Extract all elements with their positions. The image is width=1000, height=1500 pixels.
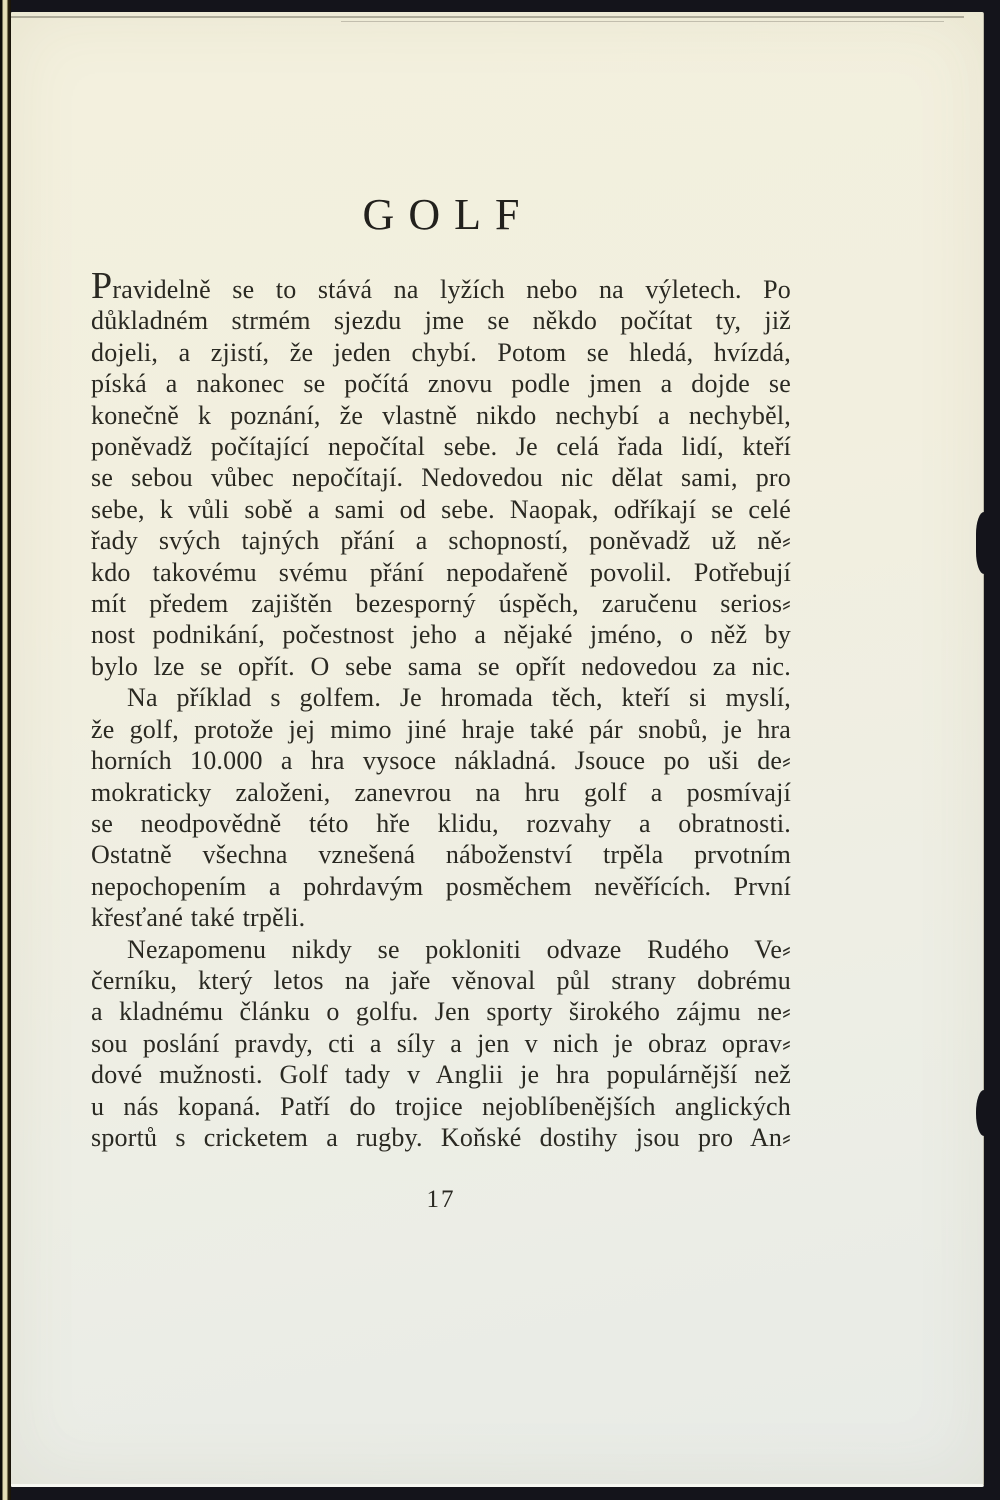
text-line: Ostatně všechna vznešená náboženství trpěla prvotním [91, 840, 791, 870]
text-line: dojeli, a zjistí, že jeden chybí. Potom se hledá, hvízdá, [91, 337, 791, 367]
page-number: 17 [426, 1186, 456, 1214]
text-line: řady svých tajných přání a schopností, poněvadž už ně⸗ [91, 526, 791, 556]
text-line: Nezapomenu nikdy se pokloniti odvaze Rudého Ve⸗ [127, 934, 791, 964]
text-line: sportů s cricketem a rugby. Koňské dostihy jsou pro An⸗ [91, 1122, 791, 1152]
text-line: dové mužnosti. Golf tady v Anglii je hra populárnější než [91, 1060, 791, 1090]
paragraph-3 [91, 934, 791, 1154]
text-line: důkladném strmém sjezdu jme se někdo počítat ty, již [91, 306, 791, 336]
text-line: bylo lze se opřít. O sebe sama se opřít nedovedou za nic. [91, 651, 791, 681]
text-line: mít předem zajištěn bezesporný úspěch, zaručenu serios⸗ [91, 589, 791, 619]
paragraph-2 [91, 682, 791, 933]
text-line: Pravidelně se to stává na lyžích nebo na výletech. Po [91, 265, 791, 307]
text-line: že golf, protože jej mimo jiné hraje také pár snobů, je hra [91, 714, 791, 744]
text-line: kdo takovému svému přání nepodařeně povolil. Potřebují [91, 557, 791, 587]
book-spine-edge [0, 0, 11, 1500]
text-line: mokraticky založeni, zanevrou na hru golf a posmívají [91, 777, 791, 807]
book-page [11, 12, 984, 1487]
text-column [91, 12, 791, 1214]
text-line: u nás kopaná. Patří do trojice nejoblíbenějších anglických [91, 1091, 791, 1121]
text-line: a kladnému článku o golfu. Jen sporty širokého zájmu ne⸗ [91, 997, 791, 1027]
text-line: nepochopením a pohrdavým posměchem nevěřících. První [91, 871, 791, 901]
text-line: sebe, k vůli sobě a sami od sebe. Naopak, odříkají se celé [91, 494, 791, 524]
text-line: píská a nakonec se počítá znovu podle jmen a dojde se [91, 369, 791, 399]
text-line: horních 10.000 a hra vysoce nákladná. Jsouce po uši de⸗ [91, 746, 791, 776]
text-line: se neodpovědně této hře klidu, rozvahy a obratnosti. [91, 808, 791, 838]
text-line: poněvadž počítající nepočítal sebe. Je celá řada lidí, kteří [91, 432, 791, 462]
text-line: černíku, který letos na jaře věnoval půl strany dobrému [91, 965, 791, 995]
text-line: Na příklad s golfem. Je hromada těch, kteří si myslí, [127, 683, 791, 713]
chapter-title: GOLF [362, 190, 534, 239]
text-line: nost podnikání, počestnost jeho a nějaké jméno, o něž by [91, 620, 791, 650]
text-line: konečně k poznání, že vlastně nikdo nechybí a nechyběl, [91, 400, 791, 430]
body-text [91, 265, 791, 1153]
text-line: křesťané také trpěli. [91, 903, 306, 933]
deckle-edge-notch [976, 512, 985, 574]
paragraph-1 [91, 265, 791, 682]
text-line: sou poslání pravdy, cti a síly a jen v nich je obraz oprav⸗ [91, 1028, 791, 1058]
text-line: se sebou vůbec nepočítají. Nedovedou nic dělat sami, pro [91, 463, 791, 493]
deckle-edge-notch [976, 1090, 985, 1136]
